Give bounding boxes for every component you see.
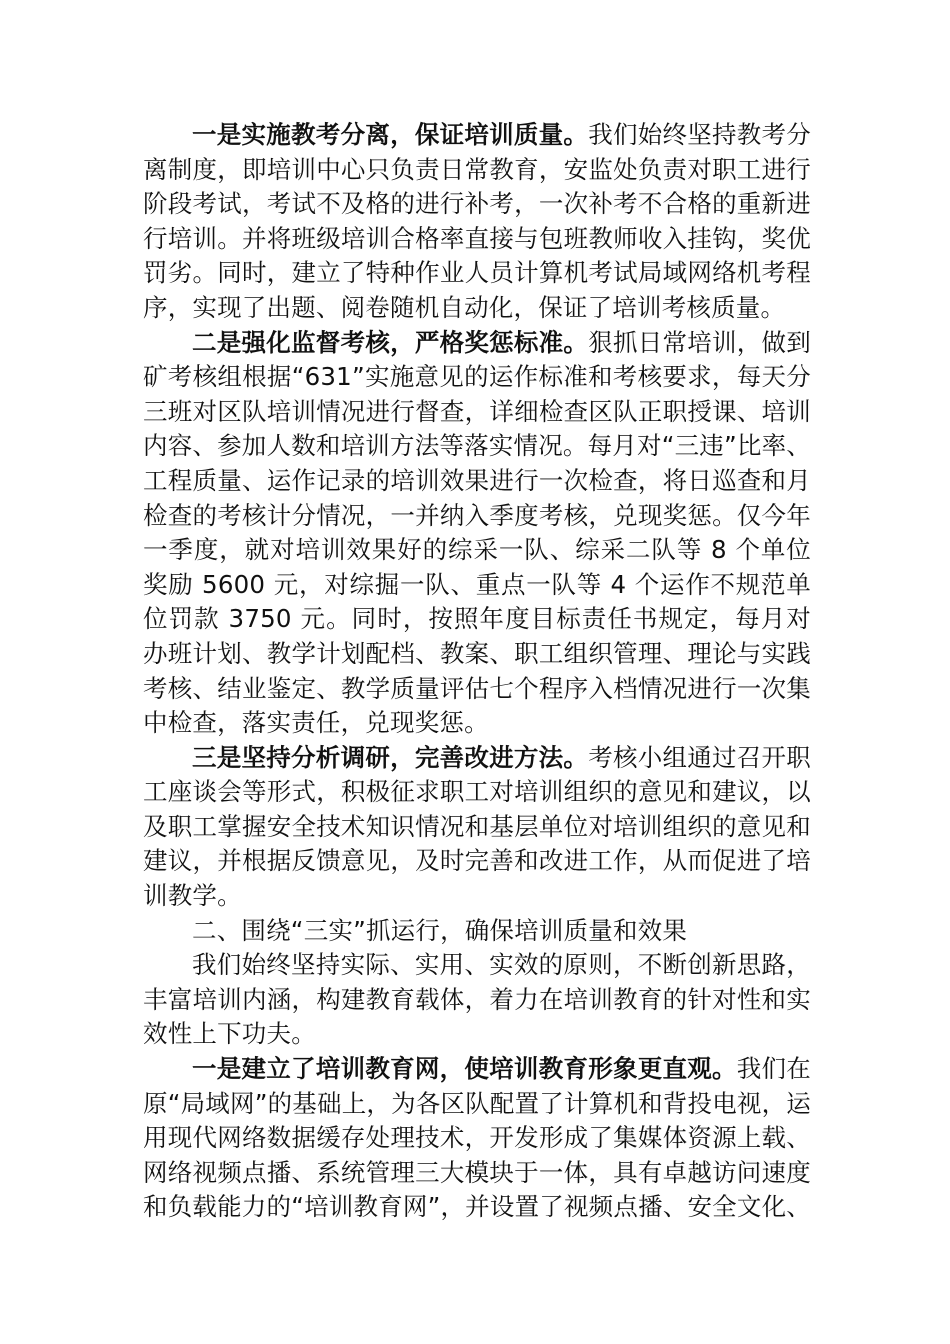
- paragraph-2-lead: 二是强化监督考核，严格奖惩标准。: [192, 327, 589, 357]
- section-heading: 二、围绕“三实”抓运行，确保培训质量和效果: [192, 915, 688, 945]
- paragraph-1: [143, 118, 811, 326]
- paragraph-1-lead: 一是实施教考分离，保证培训质量。: [192, 120, 589, 149]
- paragraph-1-body: 我们始终坚持教考分离制度，即培训中心只负责日常教育，安监处负责对职工进行阶段考试，考试不及格的进行补考，一次补考不合格的重新进行培训。并将班级培训合格率直接与包班教师收入挂钩，奖优罚劣。同时，建立了特种作业人员计算机考试局域网络机考程序，实现了出题、阅卷随机自动化，保证了培训考核质量。: [143, 120, 811, 322]
- paragraph-4-body: 我们在原“局域网”的基础上，为各区队配置了计算机和背投电视，运用现代网络数据缓存处理技术，开发形成了集媒体资源上载、网络视频点播、系统管理三大模块于一体，具有卓越访问速度和负载能力的“培训教育网”，并设置了视频点播、安全文化、: [143, 1054, 811, 1222]
- paragraph-4-lead: 一是建立了培训教育网，使培训教育形象更直观。: [192, 1054, 737, 1084]
- paragraph-4: [143, 1052, 811, 1225]
- paragraph-2: [143, 326, 811, 741]
- document-body: [143, 118, 811, 1225]
- paragraph-3-body: 考核小组通过召开职工座谈会等形式，积极征求职工对培训组织的意见和建议，以及职工掌握安全技术知识情况和基层单位对培训组织的意见和建议，并根据反馈意见，及时完善和改进工作，从而促进了培训教学。: [143, 742, 811, 911]
- section-intro: 我们始终坚持实际、实用、实效的原则，不断创新思路，丰富培训内涵，构建教育载体，着力在培训教育的针对性和实效性上下功夫。: [143, 950, 811, 1049]
- paragraph-3-lead: 三是坚持分析调研，完善改进方法。: [192, 742, 589, 772]
- paragraph-3: [143, 741, 811, 914]
- paragraph-2-body: 狠抓日常培训，做到矿考核组根据“631”实施意见的运作标准和考核要求，每天分三班对区队培训情况进行督查，详细检查区队正职授课、培训内容、参加人数和培训方法等落实情况。每月对“三违”比率、工程质量、运作记录的培训效果进行一次检查，将日巡查和月检查的考核计分情况，一并纳入季度考核，兑现奖惩。仅今年一季度，就对培训效果好的综采一队、综采二队等 8 个单位奖励 5600 元，对综掘一队、重点一队等 4 个运作不规范单位罚款 3750 元。同时，按照年度目标责任书规定，每月对办班计划、教学计划配档、教案、职工组织管理、理论与实践考核、结业鉴定、教学质量评估七个程序入档情况进行一次集中检查，落实责任，兑现奖惩。: [143, 327, 811, 738]
